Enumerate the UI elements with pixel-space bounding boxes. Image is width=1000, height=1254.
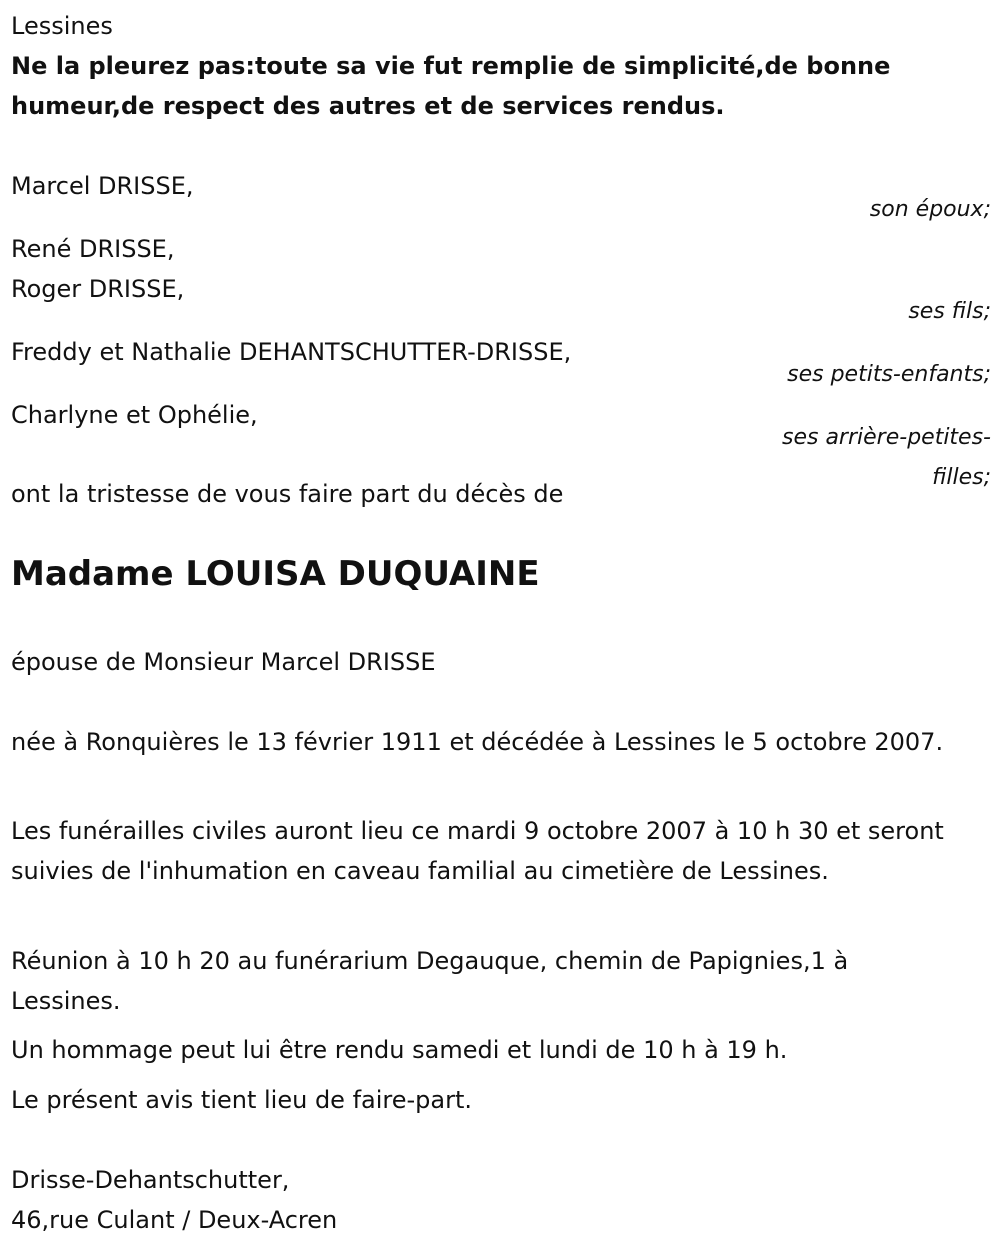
deceased-name: Madame LOUISA DUQUAINE [11,554,540,594]
spouse-line: épouse de Monsieur Marcel DRISSE [11,648,436,676]
meeting-text: Réunion à 10 h 20 au funérarium Degauque, chemin de Papignies,1 à Lessines. [11,947,849,1015]
announcement-text: ont la tristesse de vous faire part du décès de [11,480,564,508]
great-grandchildren-relation: ses arrière-petites-filles; [782,425,991,490]
homage-text: Un hommage peut lui être rendu samedi et lundi de 10 h à 19 h. [11,1036,788,1064]
grandchildren-names: Freddy et Nathalie DEHANTSCHUTTER-DRISSE, [11,338,572,366]
son-name-2: Roger DRISSE, [11,275,185,303]
birth-death-text: née à Ronquières le 13 février 1911 et décédée à Lessines le 5 octobre 2007. [11,728,944,756]
great-grandchildren-names: Charlyne et Ophélie, [11,401,258,429]
grandchildren-relation: ses petits-enfants; [787,362,991,387]
funeral-text: Les funérailles civiles auront lieu ce mardi 9 octobre 2007 à 10 h 30 et seront suivies de l'inhumation en caveau familial au cimetière de Lessines. [11,817,944,885]
son-name-1: René DRISSE, [11,235,175,263]
spouse-name: Marcel DRISSE, [11,172,194,200]
spouse-relation: son époux; [869,197,991,222]
epitaph: Ne la pleurez pas:toute sa vie fut remplie de simplicité,de bonne humeur,de respect des autres et de services rendus. [11,52,891,120]
contact-name: Drisse-Dehantschutter, [11,1166,290,1194]
sons-relation: ses fils; [908,299,991,324]
place-name: Lessines [11,12,113,40]
notice-note: Le présent avis tient lieu de faire-part. [11,1086,473,1114]
contact-address: 46,rue Culant / Deux-Acren [11,1206,338,1234]
